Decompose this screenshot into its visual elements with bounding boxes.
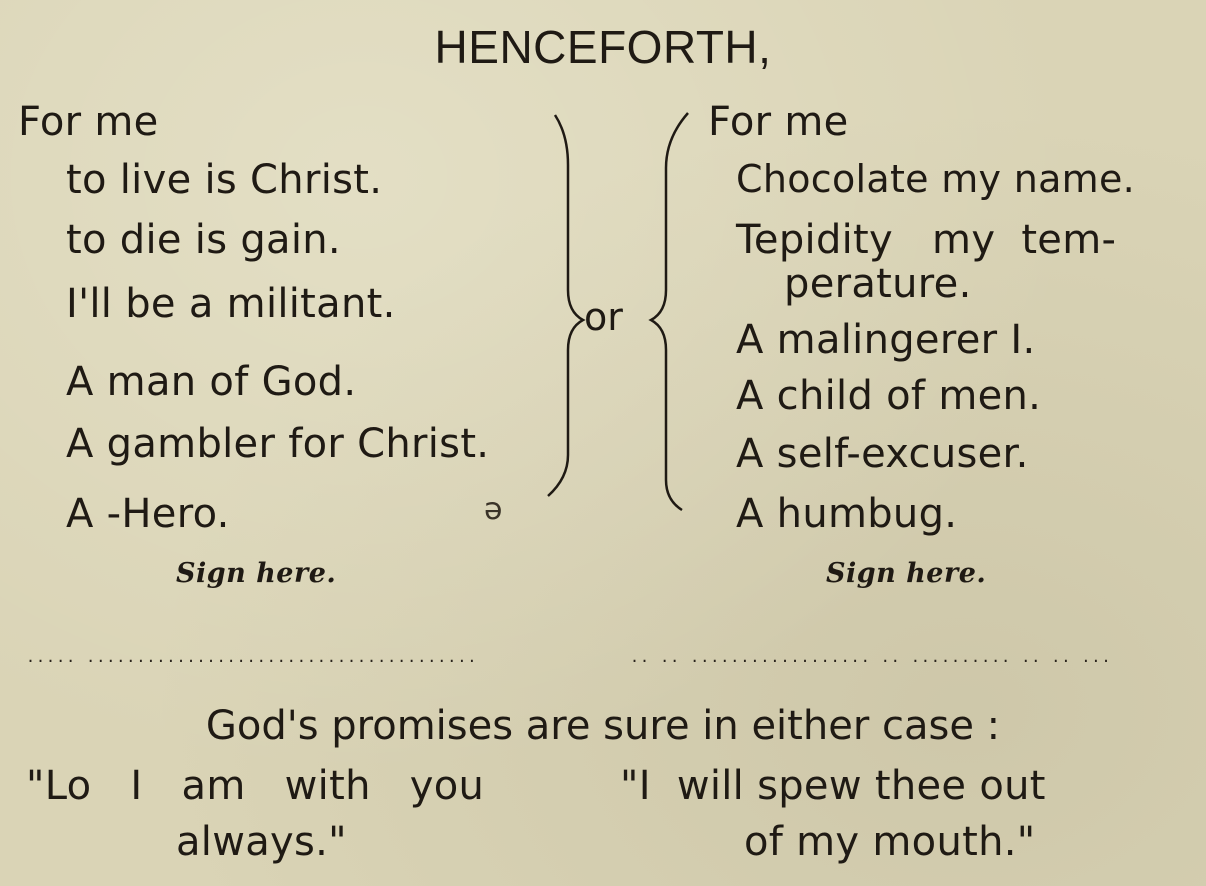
left-line: I'll be a militant. <box>66 281 396 327</box>
right-line: A self-excuser. <box>736 431 1029 477</box>
right-line: Chocolate my name. <box>736 157 1136 201</box>
left-quote-line: "Lo I am with you <box>26 763 485 809</box>
left-sign-here: Sign here. <box>176 558 337 589</box>
right-quote-line: of my mouth." <box>744 819 1036 865</box>
or-connector: or <box>584 295 623 339</box>
right-quote-line: "I will spew thee out <box>620 763 1046 809</box>
left-line: A gambler for Christ. <box>66 421 490 467</box>
left-line: A man of God. <box>66 359 357 405</box>
right-signature-line[interactable]: .. .. .................. .. .......... .. .. ... <box>630 648 1112 666</box>
left-line: A -Hero. <box>66 491 230 537</box>
left-quote-line: always." <box>176 819 347 865</box>
right-line: A malingerer I. <box>736 317 1036 363</box>
right-sign-here: Sign here. <box>826 558 987 589</box>
ink-smudge-mark: ə <box>484 492 503 527</box>
closing-statement: God's promises are sure in either case : <box>205 703 1001 749</box>
left-line: to live is Christ. <box>66 157 383 203</box>
left-line: to die is gain. <box>66 217 341 263</box>
right-line: A child of men. <box>736 373 1042 419</box>
right-heading: For me <box>708 99 849 145</box>
page-title: HENCEFORTH, <box>434 21 772 73</box>
right-line: perature. <box>784 261 972 307</box>
left-signature-line[interactable]: ..... ....................................... <box>26 648 478 666</box>
right-line: Tepidity my tem- <box>736 217 1117 263</box>
right-line: A humbug. <box>736 491 958 537</box>
left-heading: For me <box>18 99 159 145</box>
